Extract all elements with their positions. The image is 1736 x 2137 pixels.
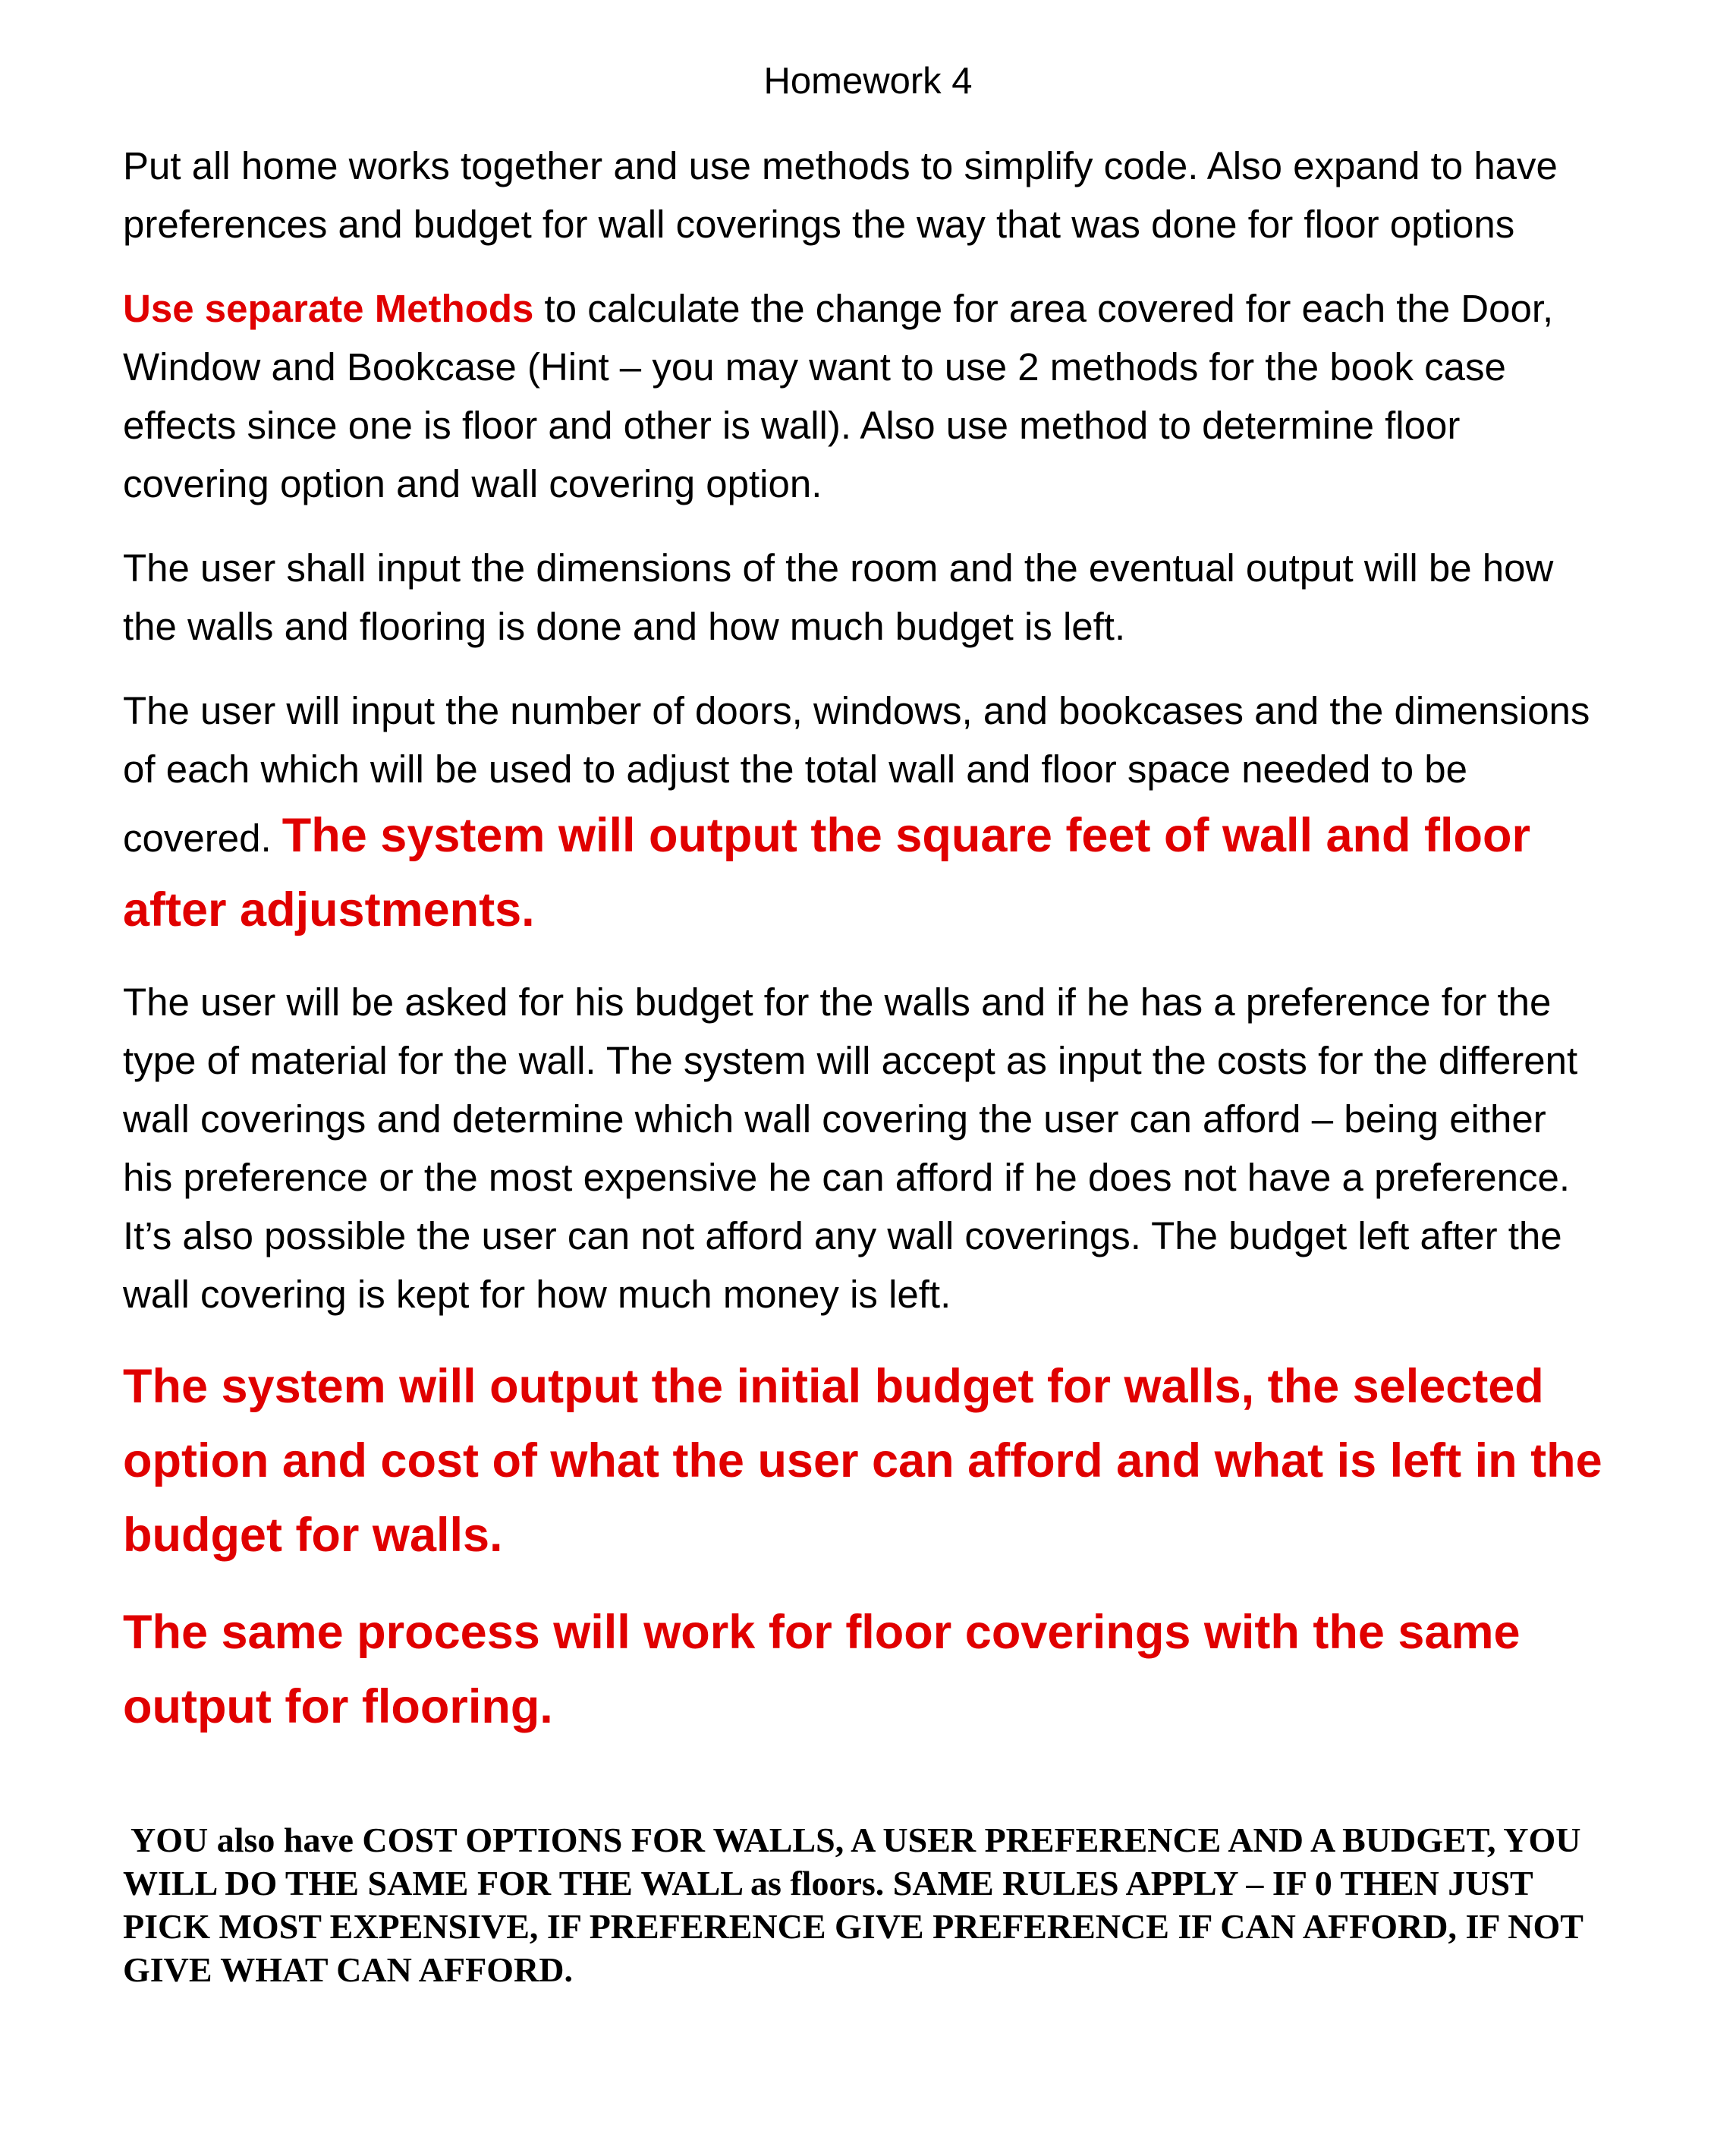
adjustments-text: The user will input the number of doors, windows, and bookcases and the dimensions of each which will be used to adjust the total wall and floor space needed to be covered. <box>123 689 1590 860</box>
adjustments-output-highlight: The system will output the square feet of wall and floor after adjustments. <box>123 809 1530 936</box>
paragraph-methods <box>123 279 1602 513</box>
paragraph-adjustments <box>123 681 1602 947</box>
paragraph-floor-output: The same process will work for floor coverings with the same output for flooring. <box>123 1606 1521 1733</box>
paragraph-room-input: The user shall input the dimensions of the room and the eventual output will be how the walls and flooring is done and how much budget is left. <box>123 546 1554 648</box>
paragraph-wall-budget: The user will be asked for his budget for the walls and if he has a preference for the type of material for the wall. The system will accept as input the costs for the different wall coverings and determine which wall covering the user can afford – being either his preference or the most expensive he can afford if he does not have a preference. It’s also possible the user can not afford any wall coverings. The budget left after the wall covering is kept for how much money is left. <box>123 980 1578 1316</box>
paragraph-wall-output: The system will output the initial budget for walls, the selected option and cost of what the user can afford and what is left in the budget for walls. <box>123 1360 1602 1562</box>
document-body <box>123 137 1602 1991</box>
page-title: Homework 4 <box>763 61 973 102</box>
paragraph-intro: Put all home works together and use methods to simplify code. Also expand to have preferences and budget for wall coverings the way that was done for floor options <box>123 144 1558 246</box>
cost-options-note: YOU also have COST OPTIONS FOR WALLS, A USER PREFERENCE AND A BUDGET, YOU WILL DO THE SAME FOR THE WALL as floors. SAME RULES APPLY – IF 0 THEN JUST PICK MOST EXPENSIVE, IF PREFERENCE GIVE PREFERENCE IF CAN AFFORD, IF NOT GIVE WHAT CAN AFFORD. <box>123 1821 1583 1989</box>
methods-highlight: Use separate Methods <box>123 287 534 330</box>
methods-text: to calculate the change for area covered for each the Door, Window and Bookcase (Hint – you may want to use 2 methods for the book case effects since one is floor and other is wall). Also use method to determine floor covering option and wall covering option. <box>123 287 1554 505</box>
